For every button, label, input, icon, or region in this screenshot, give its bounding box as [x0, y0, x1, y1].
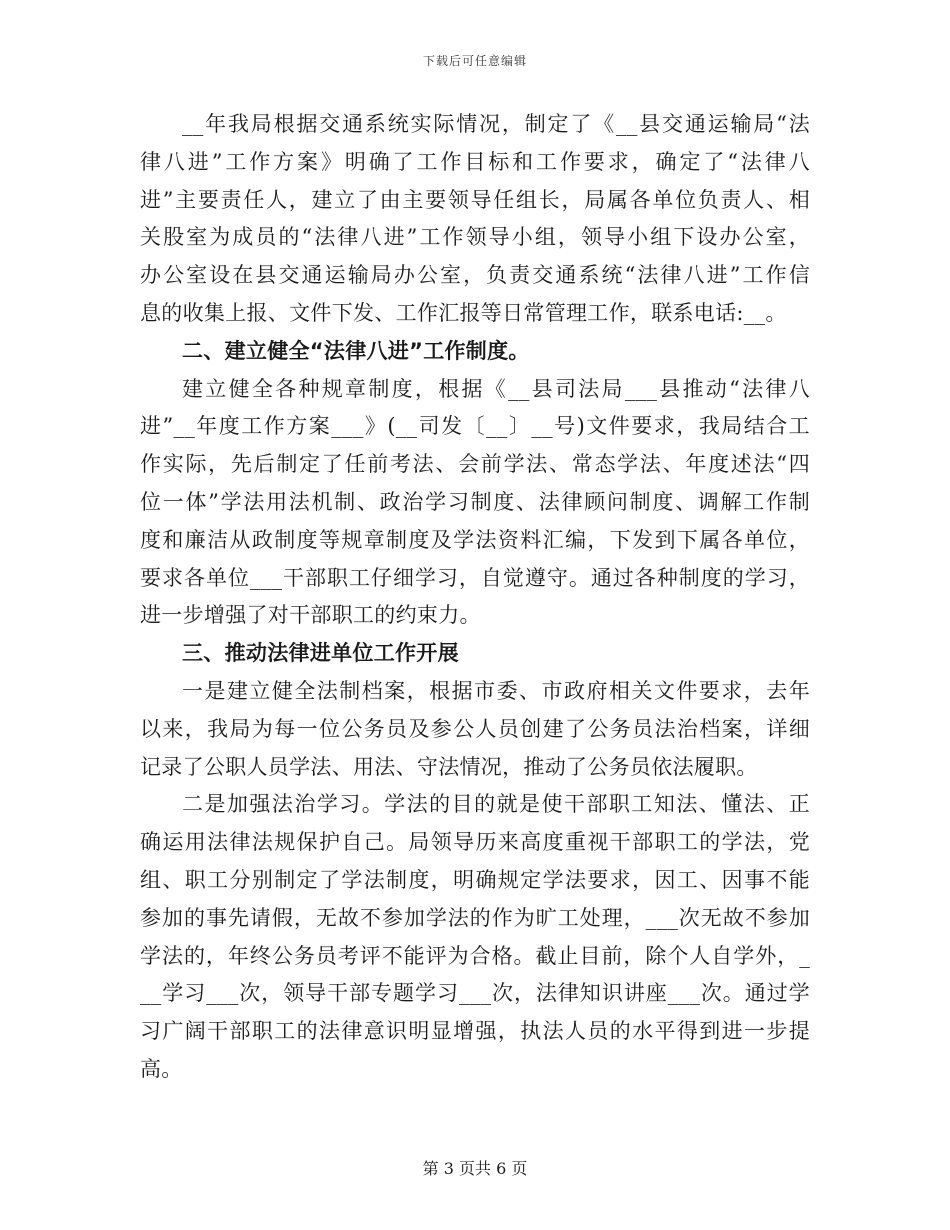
text-line: 习广阔干部职工的法律意识明显增强，执法人员的水平得到进一步提 — [140, 1019, 810, 1044]
section-heading-2: 二、建立健全“法律八进”工作制度。 — [182, 338, 530, 363]
text-line: __学习___次，领导干部专题学习___次，法律知识讲座___次。通过学 — [140, 981, 810, 1006]
document-body — [140, 106, 810, 1089]
page-header: 下载后可任意编辑 — [422, 54, 527, 68]
text-line: 组、职工分别制定了学法制度，明确规定学法要求，因工、因事不能 — [140, 867, 810, 892]
text-line: 办公室设在县交通运输局办公室，负责交通系统“法律八进”工作信 — [140, 263, 810, 288]
text-line: 记录了公职人员学法、用法、守法情况，推动了公务员依法履职。 — [140, 754, 758, 779]
text-line: 以来，我局为每一位公务员及参公人员创建了公务员法治档案，详细 — [140, 716, 810, 741]
text-line: 进一步增强了对干部职工的约束力。 — [140, 603, 481, 628]
text-line: 度和廉洁从政制度等规章制度及学法资料汇编，下发到下属各单位， — [140, 527, 810, 552]
text-line: 建立健全各种规章制度，根据《__县司法局___县推动“法律八 — [182, 376, 810, 401]
text-line: 关股室为成员的“法律八进”工作领导小组，领导小组下设办公室， — [140, 225, 810, 250]
paragraph-regulations — [140, 371, 810, 636]
section-heading-3: 三、推动法律进单位工作开展 — [182, 641, 459, 666]
text-line: 进”主要责任人，建立了由主要领导任组长，局属各单位负责人、相 — [140, 187, 810, 212]
text-line: 一是建立健全法制档案，根据市委、市政府相关文件要求，去年 — [182, 678, 810, 703]
text-line: 息的收集上报、文件下发、工作汇报等日常管理工作，联系电话:__。 — [140, 300, 787, 325]
text-line: 学法的，年终公务员考评不能评为合格。截止目前，除个人自学外，_ — [140, 943, 810, 968]
paragraph-legal-archives — [140, 673, 810, 786]
text-line: 确运用法律法规保护自己。局领导历来高度重视干部职工的学法，党 — [140, 830, 810, 855]
text-line: 作实际，先后制定了任前考法、会前学法、常态学法、年度述法“四 — [140, 452, 810, 477]
text-line: 位一体”学法用法机制、政治学习制度、法律顾问制度、调解工作制 — [140, 489, 810, 514]
page-number: 第 3 页共 6 页 — [422, 1159, 528, 1178]
paragraph-work-plan — [140, 106, 810, 333]
text-line: __年我局根据交通系统实际情况，制定了《__县交通运输局“法 — [182, 112, 810, 136]
text-line: 律八进”工作方案》明确了工作目标和工作要求，确定了“法律八 — [140, 149, 810, 174]
paragraph-legal-study — [140, 786, 810, 1088]
text-line: 要求各单位___干部职工仔细学习，自觉遵守。通过各种制度的学习， — [140, 565, 810, 590]
text-line: 参加的事先请假，无故不参加学法的作为旷工处理，___次无故不参加 — [140, 905, 810, 930]
text-line: 二是加强法治学习。学法的目的就是使干部职工知法、懂法、正 — [182, 792, 810, 817]
text-line: 高。 — [140, 1056, 183, 1081]
text-line: 进”__年度工作方案___》(__司发〔__〕__号)文件要求，我局结合工 — [140, 414, 810, 439]
